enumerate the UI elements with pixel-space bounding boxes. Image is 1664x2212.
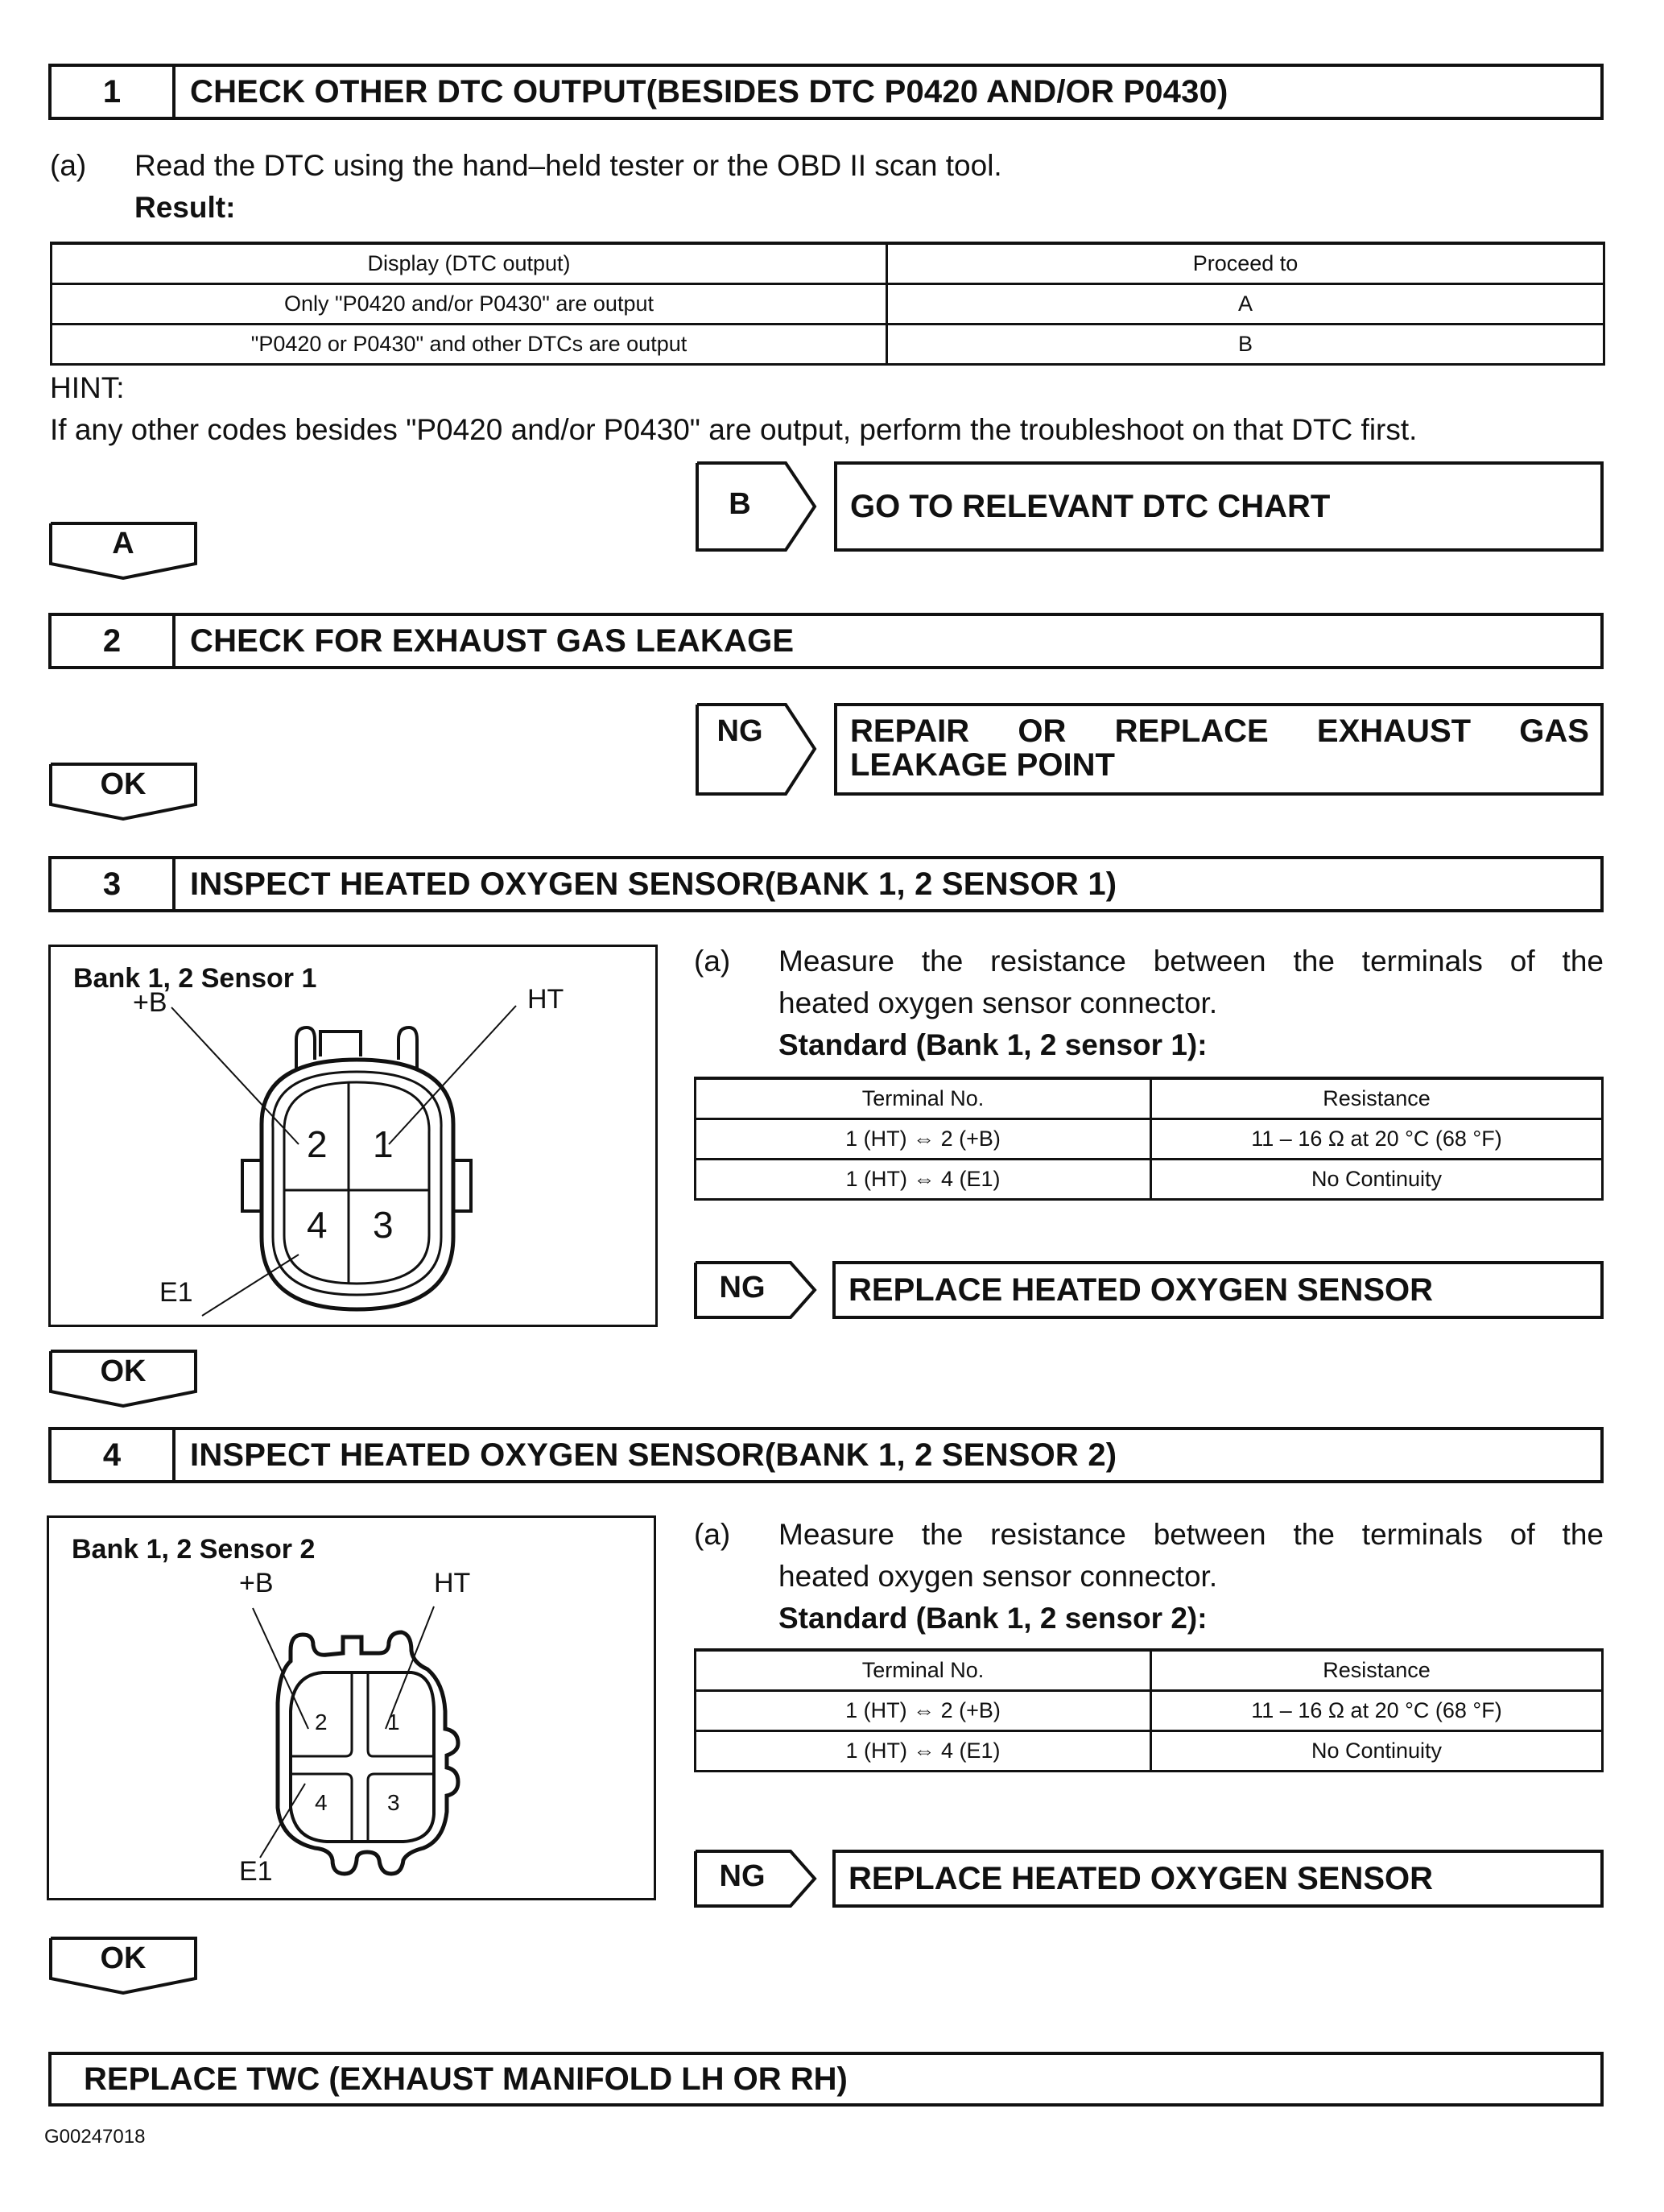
terminal-label-ht: HT [527, 984, 564, 1015]
step-title: INSPECT HEATED OXYGEN SENSOR(BANK 1, 2 SENSOR 1) [190, 866, 1117, 902]
branch-action-line2: LEAKAGE POINT [850, 747, 1115, 783]
sensor-2-resistance-table [694, 1648, 1604, 1772]
column-header: Terminal No. [696, 1078, 1151, 1119]
replace-sensor-box[interactable] [832, 1261, 1604, 1319]
branch-action: REPLACE HEATED OXYGEN SENSOR [849, 1271, 1434, 1308]
terminal-number: 3 [373, 1204, 394, 1246]
table-cell: 11 – 16 Ω at 20 °C (68 °F) [1151, 1691, 1603, 1731]
standard-label: Standard (Bank 1, 2 sensor 2): [778, 1602, 1208, 1635]
step-4-header [48, 1427, 1604, 1483]
column-header: Resistance [1151, 1650, 1603, 1691]
table-cell: A [887, 284, 1604, 325]
result-label: Result: [134, 191, 236, 224]
terminal-label-plus-b: +B [239, 1568, 274, 1598]
branch-b-arrow[interactable] [696, 461, 832, 552]
terminal-label-e1: E1 [239, 1856, 273, 1887]
figure-code: G00247018 [44, 2126, 146, 2148]
sensor-2-connector-diagram [47, 1515, 656, 1900]
terminal-number: 2 [307, 1123, 328, 1165]
branch-action-line1: REPAIR OR REPLACE EXHAUST GAS [850, 713, 1589, 749]
branch-action: REPLACE HEATED OXYGEN SENSOR [849, 1860, 1434, 1896]
column-header: Resistance [1151, 1078, 1603, 1119]
table-cell: 1 (HT) ⇔ 4 (E1) [696, 1160, 1151, 1200]
terminal-number: 3 [387, 1790, 400, 1815]
table-row [52, 284, 1604, 325]
terminal-number: 4 [307, 1204, 328, 1246]
continue-a-tab[interactable] [48, 522, 198, 580]
repair-exhaust-leak-box[interactable] [834, 703, 1604, 796]
branch-label: NG [716, 714, 763, 748]
table-row [696, 1731, 1603, 1772]
table-cell: No Continuity [1151, 1731, 1603, 1772]
column-header: Terminal No. [696, 1650, 1151, 1691]
column-header: Proceed to [887, 243, 1604, 284]
continue-ok-tab[interactable] [48, 763, 198, 821]
table-cell: 1 (HT) ⇔ 4 (E1) [696, 1731, 1151, 1772]
table-cell: 1 (HT) ⇔ 2 (+B) [696, 1691, 1151, 1731]
standard-label: Standard (Bank 1, 2 sensor 1): [778, 1028, 1208, 1061]
terminal-number: 2 [315, 1710, 328, 1734]
step-4-marker: (a) [694, 1518, 731, 1551]
table-row [696, 1160, 1603, 1200]
tab-label: OK [100, 767, 147, 801]
branch-ng-arrow[interactable] [694, 1261, 831, 1319]
terminal-label-plus-b: +B [133, 987, 167, 1018]
column-header: Display (DTC output) [52, 243, 887, 284]
step-1-header [48, 64, 1604, 120]
table-cell: B [887, 325, 1604, 365]
hint-label: HINT: [50, 371, 125, 404]
dtc-result-table [50, 242, 1605, 366]
step-title: CHECK FOR EXHAUST GAS LEAKAGE [190, 622, 795, 659]
branch-action: GO TO RELEVANT DTC CHART [850, 488, 1331, 524]
table-cell: Only "P0420 and/or P0430" are output [52, 284, 887, 325]
table-header-row [696, 1078, 1603, 1119]
step-title: CHECK OTHER DTC OUTPUT(BESIDES DTC P0420 AND/OR P0430) [190, 73, 1228, 110]
final-action-box[interactable] [48, 2052, 1604, 2107]
terminal-label-e1: E1 [159, 1277, 193, 1308]
diagram-caption: Bank 1, 2 Sensor 1 [73, 963, 317, 994]
step-3-header [48, 856, 1604, 912]
step-number: 2 [52, 616, 175, 666]
sensor-1-connector-diagram [48, 945, 658, 1327]
table-header-row [52, 243, 1604, 284]
step-number: 4 [52, 1430, 175, 1480]
step-4-instruction-line1: Measure the resistance between the terminals of the [778, 1518, 1604, 1551]
hint-text: If any other codes besides "P0420 and/or P0430" are output, perform the troubleshoot on that DTC first. [50, 413, 1418, 446]
connector-icon [49, 1518, 654, 1898]
table-row [696, 1691, 1603, 1731]
step-3-instruction-line1: Measure the resistance between the terminals of the [778, 945, 1604, 978]
terminal-label-ht: HT [434, 1568, 471, 1598]
step-1-marker: (a) [50, 149, 87, 182]
step-1-instruction: Read the DTC using the hand–held tester or the OBD II scan tool. [134, 149, 1002, 182]
step-3-instruction-line2: heated oxygen sensor connector. [778, 986, 1218, 1019]
table-cell: 1 (HT) ⇔ 2 (+B) [696, 1119, 1151, 1160]
table-row [52, 325, 1604, 365]
terminal-number: 1 [373, 1123, 394, 1165]
step-number: 1 [52, 67, 175, 117]
terminal-number: 4 [315, 1790, 328, 1815]
branch-ng-arrow[interactable] [696, 703, 832, 796]
step-3-marker: (a) [694, 945, 731, 978]
branch-ng-arrow[interactable] [694, 1850, 831, 1908]
final-action: REPLACE TWC (EXHAUST MANIFOLD LH OR RH) [84, 2061, 848, 2097]
goto-dtc-chart-box[interactable] [834, 461, 1604, 552]
sensor-1-resistance-table [694, 1077, 1604, 1201]
tab-label: OK [100, 1354, 147, 1388]
step-4-instruction-line2: heated oxygen sensor connector. [778, 1560, 1218, 1593]
terminal-number: 1 [387, 1710, 400, 1734]
table-cell: 11 – 16 Ω at 20 °C (68 °F) [1151, 1119, 1603, 1160]
table-header-row [696, 1650, 1603, 1691]
step-title: INSPECT HEATED OXYGEN SENSOR(BANK 1, 2 SENSOR 2) [190, 1437, 1117, 1473]
branch-label: NG [719, 1859, 766, 1893]
diagram-caption: Bank 1, 2 Sensor 2 [72, 1534, 316, 1565]
branch-label: B [729, 487, 751, 521]
tab-label: OK [100, 1941, 147, 1975]
table-cell: "P0420 or P0430" and other DTCs are output [52, 325, 887, 365]
table-cell: No Continuity [1151, 1160, 1603, 1200]
step-2-header [48, 613, 1604, 669]
replace-sensor-box[interactable] [832, 1850, 1604, 1908]
table-row [696, 1119, 1603, 1160]
step-number: 3 [52, 859, 175, 909]
tab-label: A [112, 527, 134, 560]
branch-label: NG [719, 1271, 766, 1304]
continue-ok-tab[interactable] [48, 1350, 198, 1408]
continue-ok-tab[interactable] [48, 1937, 198, 1995]
